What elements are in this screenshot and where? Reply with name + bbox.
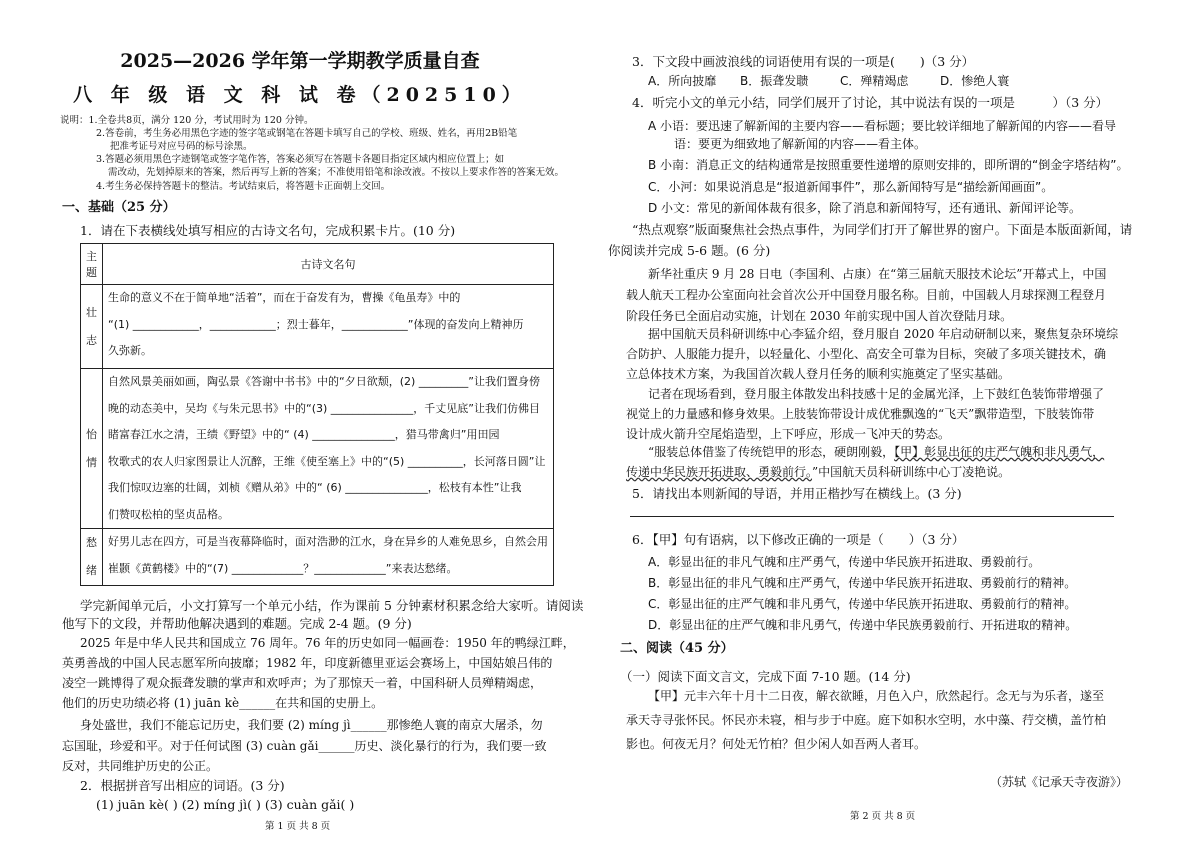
instructions-line-5: 需改动，先划掉原来的答案，然后再写上新的答案；不准使用铅笔和涂改液。不按以上要求作答的答案无效。 — [108, 167, 565, 178]
quote-line: 晚的动态美中，吴均《与朱元思书》中的“(3) _______________，千丈见底”让我们仿佛目 — [108, 401, 540, 415]
option: D 小文：常见的新闻体裁有很多，除了消息和新闻特写，还有通讯、新闻评论等。 — [648, 201, 1082, 215]
quote-line: 们赞叹松柏的坚贞品格。 — [108, 507, 229, 521]
theme-cell: 愁 绪 — [81, 529, 103, 586]
theme-cell: 壮 志 — [81, 285, 103, 369]
passage-line: 忘国耻，珍爱和平。对于任何试图 (3) cuàn gǎi______历史、淡化暴行的行为，我们要一致 — [62, 739, 547, 753]
option: A．彰显出征的非凡气魄和庄严勇气，传递中华民族开拓进取、勇毅前行。 — [648, 555, 1041, 569]
passage-line: 身处盛世，我们不能忘记历史，我们要 (2) míng jì______那惨绝人寰的南京大屠杀，勿 — [80, 718, 543, 732]
passage-line: 2025 年是中华人民共和国成立 76 周年。76 年的历史如同一幅画卷：1950 年的鸭绿江畔， — [80, 636, 575, 650]
option: 语：要更为细致地了解新闻的内容——看主体。 — [674, 137, 927, 151]
question-3: 3．下文段中画波浪线的词语使用有误的一项是( )（3 分） — [632, 54, 975, 69]
option: D．惨绝人寰 — [940, 74, 1010, 88]
passage-line: 凌空一跳博得了观众振聋发聩的掌声和欢呼声；为了那惊天一着，中国科研人员殚精竭虑， — [62, 676, 543, 690]
option: C．彰显出征的庄严气魄和非凡勇气，传递中华民族开拓进取、勇毅前行的精神。 — [648, 597, 1077, 611]
page-footer: 第 2 页 共 8 页 — [850, 811, 916, 822]
question-6: 6．【甲】句有语病，以下修改正确的一项是（ ）（3 分） — [632, 532, 965, 547]
quote-cell — [103, 529, 554, 586]
hot-topic-intro-1: “热点观察”版面聚焦社会热点事件，为同学们打开了解世界的窗户。下面是本版面新闻，请 — [632, 222, 1133, 237]
right-page — [600, 0, 1200, 849]
news-line: 设计成火箭升空尾焰造型，上下呼应，形成一飞冲天的势态。 — [626, 427, 951, 441]
quote-line: 我们惊叹边塞的壮阔，刘桢《赠从弟》中的“ (6) _______________，松枝有本性”让我 — [108, 481, 522, 494]
quote-line: “(1) ____________，____________；烈士暮年，____________”体现的奋发向上精神历 — [108, 317, 524, 331]
news-line: 视觉上的力量感和修身效果。上肢装饰带设计成优雅飘逸的“飞天”飘带造型，下肢装饰带 — [626, 407, 1095, 421]
theme-cell: 怡 情 — [81, 369, 103, 529]
news-line: 新华社重庆 9 月 28 日电（李国利、占康）在“第三届航天服技术论坛”开幕式上，中国 — [648, 267, 1107, 281]
question-5: 5．请找出本则新闻的导语，并用正楷抄写在横线上。(3 分) — [632, 486, 962, 501]
intro-line-2: 他写下的文段，并帮助他解决遇到的难题。完成 2-4 题。(9 分) — [62, 616, 412, 631]
option: C．小河：如果说消息是“报道新闻事件”，那么新闻特写是“描绘新闻画面”。 — [648, 180, 1054, 194]
classical-line: 影也。何夜无月？何处无竹柏？但少闲人如吾两人者耳。 — [626, 737, 927, 751]
quote-line: 好男儿志在四方，可是当夜幕降临时，面对浩渺的江水，身在异乡的人难免思乡，自然会用 — [108, 535, 548, 548]
classical-line: 【甲】元丰六年十月十二日夜，解衣欲睡，月色入户，欣然起行。念无与为乐者，遂至 — [648, 689, 1105, 703]
question-1: 1．请在下表横线处填写相应的古诗文名句，完成积累卡片。(10 分) — [80, 223, 456, 238]
exam-title: 2025—2026 学年第一学期教学质量自查 — [120, 50, 480, 72]
news-line: 合防护、人服能力提升，以轻量化、小型化、高安全可靠为目标，突破了多项关键技术，确 — [626, 347, 1107, 361]
passage-line: 反对，共同维护历史的公正。 — [62, 759, 219, 773]
sentence-jia: 【甲】彰显出征的庄严气魄和非凡勇气， — [894, 445, 1105, 459]
table-row — [81, 369, 554, 529]
table-header-row — [81, 244, 554, 285]
subsection-classical: （一）阅读下面文言文，完成下面 7-10 题。(14 分) — [620, 669, 911, 684]
option: A 小语：要迅速了解新闻的主要内容——看标题；要比较详细地了解新闻的内容——看导 — [648, 119, 1117, 133]
news-quote-end: ”中国航天员科研训练中心丁凌艳说。 — [812, 465, 1011, 479]
quote-line: 生命的意义不在于简单地“活着”，而在于奋发有为，曹操《龟虽寿》中的 — [108, 291, 461, 304]
news-line: 阶段任务已全面启动实施，计划在 2030 年前实现中国人首次登陆月球。 — [626, 309, 1013, 323]
quote-line: 睹富春江水之清，王绩《野望》中的“ (4) _______________，猎马带禽归”用田园 — [108, 428, 500, 441]
passage-line: 他们的历史功绩必将 (1) juān kè______在共和国的史册上。 — [62, 696, 384, 710]
section-reading-heading: 二、阅读（45 分） — [620, 641, 734, 656]
table-row — [81, 285, 554, 369]
news-line: 据中国航天员科研训练中心李猛介绍，登月服自 2020 年启动研制以来，聚焦复杂环境综 — [648, 327, 1119, 341]
news-line: 记者在现场看到，登月服主体散发出科技感十足的金属光泽，上下鼓红色装饰带增强了 — [648, 387, 1105, 401]
intro-line-1: 学完新闻单元后，小文打算写一个单元小结，作为课前 5 分钟素材积累念给大家听。请阅读 — [80, 598, 584, 613]
poem-accumulation-table — [80, 243, 554, 586]
page-footer: 第 1 页 共 8 页 — [265, 821, 331, 832]
instructions-line-4: 3.答题必须用黑色字迹钢笔或签字笔作答，答案必须写在答题卡各题目指定区域内相应位置上；如 — [96, 154, 505, 165]
table-row — [81, 529, 554, 586]
news-line — [648, 442, 1104, 462]
question-2: 2．根据拼音写出相应的词语。(3 分) — [80, 778, 285, 793]
section-basics-heading: 一、基础（25 分） — [62, 200, 176, 215]
instructions-line-6: 4.考生务必保持答题卡的整洁。考试结束后，将答题卡正面朝上交回。 — [96, 181, 391, 192]
quote-line: 自然风景美丽如画，陶弘景《答谢中书书》中的“夕日欲颓，(2) _________”让我们置身傍 — [108, 375, 540, 388]
quote-cell — [103, 369, 554, 529]
quote-line: 牧歌式的农人归家图景让人沉醉，王维《使至塞上》中的“(5) __________，长河落日圆”让 — [108, 454, 546, 468]
column-header-quote: 古诗文名句 — [103, 244, 554, 285]
news-line: 载人航天工程办公室面向社会首次公开中国登月服名称。目前，中国载人月球探测工程登月 — [626, 288, 1107, 302]
quote-line: 久弥新。 — [108, 344, 152, 357]
option: C．殚精竭虑 — [840, 74, 909, 88]
instructions-line-2: 2.答卷前，考生务必用黑色字迹的签字笔或钢笔在答题卡填写自己的学校、班级、姓名，再用2B铅笔 — [96, 128, 518, 139]
option: B 小南：消息正文的结构通常是按照重要性递增的原则安排的，即所谓的“倒金字塔结构”。 — [648, 158, 1129, 172]
sentence-jia-continued: 传递中华民族开拓进取、勇毅前行。 — [626, 465, 813, 479]
instructions-line-3: 把准考证号对应号码的标号涂黑。 — [110, 141, 253, 152]
news-line: 立总体技术方案，为我国首次载人登月任务的顺利实施奠定了坚实基础。 — [626, 367, 1011, 381]
column-header-theme: 主题 — [81, 244, 103, 285]
news-line — [626, 462, 1010, 482]
question-4: 4．听完小文的单元小结，同学们展开了讨论，其中说法有误的一项是 ）（3 分） — [632, 95, 1109, 110]
classical-line: 承天寺寻张怀民。怀民亦未寝，相与步于中庭。庭下如积水空明，水中藻、荇交横，盖竹柏 — [626, 713, 1107, 727]
option: A．所向披靡 — [648, 74, 717, 88]
question-2-blanks: (1) juān kè( ) (2) míng jì( ) (3) cuàn gǎi( ) — [96, 797, 355, 812]
hot-topic-intro-2: 你阅读并完成 5-6 题。(6 分) — [608, 243, 771, 258]
option: D．彰显出征的庄严气魄和非凡勇气，传递中华民族勇毅前行、开拓进取的精神。 — [648, 618, 1078, 632]
quote-line: 崔颢《黄鹤楼》中的“(7) _____________？_____________”来表达愁绪。 — [108, 561, 458, 575]
quote-cell — [103, 285, 554, 369]
option: B．彰显出征的非凡气魄和庄严勇气，传递中华民族开拓进取、勇毅前行的精神。 — [648, 576, 1077, 590]
option: B．振聋发聩 — [740, 74, 809, 88]
passage-line: 英勇善战的中国人民志愿军所向披靡；1982 年，印度新德里亚运会赛场上，中国姑娘吕伟的 — [62, 656, 553, 670]
news-quote-start: “服装总体借鉴了传统铠甲的形态，硬朗刚毅， — [648, 445, 895, 459]
classical-source: （苏轼《记承天寺夜游》） — [990, 775, 1129, 789]
answer-line — [630, 516, 1114, 517]
instructions-line-1: 说明：1.全卷共8页，满分 120 分，考试用时为 120 分钟。 — [60, 115, 314, 126]
exam-subtitle: 八 年 级 语 文 科 试 卷（202510） — [73, 84, 527, 106]
